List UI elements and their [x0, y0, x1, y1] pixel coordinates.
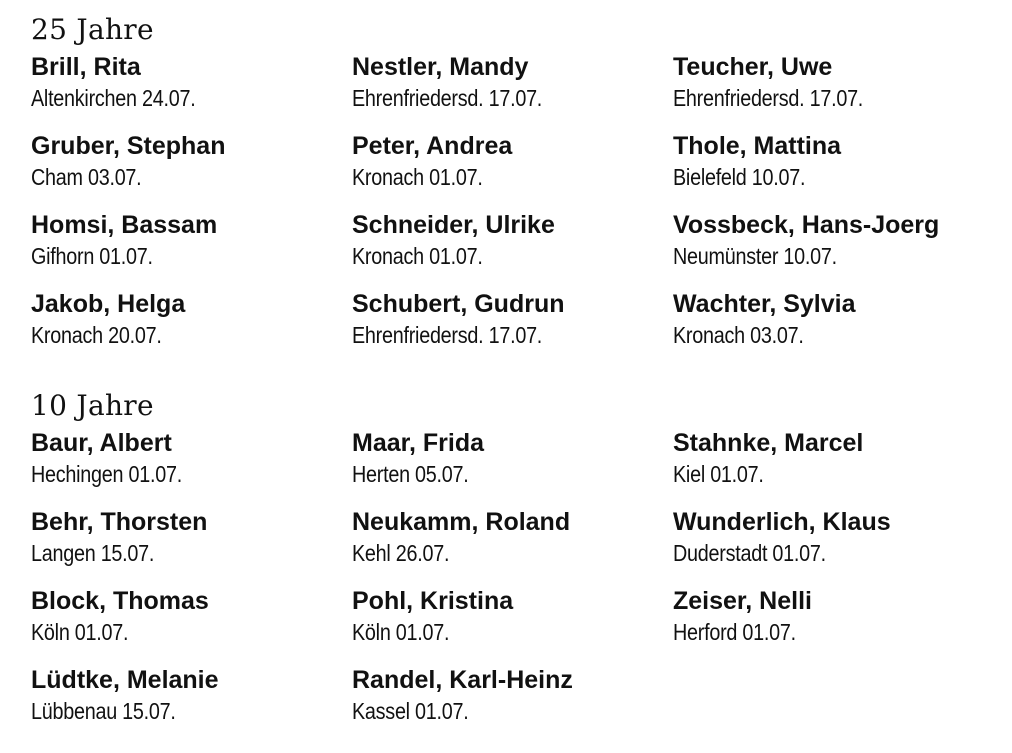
person-name: Maar, Frida: [352, 429, 484, 457]
anniversary-entry: [673, 507, 991, 586]
person-name: Homsi, Bassam: [31, 211, 218, 239]
anniversary-entry: [673, 428, 991, 507]
anniversary-entry: [352, 428, 673, 507]
location-date: Kehl 26.07.: [352, 540, 450, 566]
person-name: Stahnke, Marcel: [673, 429, 864, 457]
person-name: Brill, Rita: [31, 53, 141, 81]
location-date: Kronach 01.07.: [352, 164, 483, 190]
location-date: Ehrenfriedersd. 17.07.: [352, 85, 543, 111]
location-date: Ehrenfriedersd. 17.07.: [673, 85, 864, 111]
person-name: Lüdtke, Melanie: [31, 666, 219, 694]
location-date: Langen 15.07.: [31, 540, 155, 566]
person-name: Zeiser, Nelli: [673, 587, 812, 615]
anniversary-entry: [673, 131, 991, 210]
location-date: Kronach 01.07.: [352, 243, 483, 269]
anniversary-entry: [673, 210, 991, 289]
anniversary-entry: [31, 131, 352, 210]
person-name: Vossbeck, Hans-Joerg: [673, 211, 940, 239]
anniversary-entry: [31, 289, 352, 368]
person-name: Wachter, Sylvia: [673, 290, 856, 318]
section-heading: 10 Jahre: [31, 389, 154, 422]
anniversary-entry: [352, 665, 673, 744]
location-date: Ehrenfriedersd. 17.07.: [352, 322, 543, 348]
anniversary-entry: [352, 586, 673, 665]
person-name: Pohl, Kristina: [352, 587, 514, 615]
anniversary-entry: [352, 52, 673, 131]
entry-list: [31, 428, 991, 744]
location-date: Herford 01.07.: [673, 619, 796, 645]
location-date: Cham 03.07.: [31, 164, 142, 190]
person-name: Block, Thomas: [31, 587, 209, 615]
location-date: Neumünster 10.07.: [673, 243, 837, 269]
anniversary-entry: [31, 507, 352, 586]
anniversary-entry: [352, 507, 673, 586]
person-name: Thole, Mattina: [673, 132, 842, 160]
anniversary-entry: [31, 586, 352, 665]
location-date: Lübbenau 15.07.: [31, 698, 176, 724]
location-date: Herten 05.07.: [352, 461, 469, 487]
anniversary-section-25: [31, 12, 991, 368]
person-name: Schneider, Ulrike: [352, 211, 555, 239]
location-date: Hechingen 01.07.: [31, 461, 182, 487]
location-date: Kiel 01.07.: [673, 461, 764, 487]
person-name: Baur, Albert: [31, 429, 172, 457]
location-date: Kassel 01.07.: [352, 698, 469, 724]
person-name: Gruber, Stephan: [31, 132, 226, 160]
person-name: Nestler, Mandy: [352, 53, 529, 81]
person-name: Peter, Andrea: [352, 132, 513, 160]
location-date: Kronach 03.07.: [673, 322, 804, 348]
anniversary-entry: [31, 428, 352, 507]
anniversary-section-10: [31, 388, 991, 744]
location-date: Gifhorn 01.07.: [31, 243, 153, 269]
anniversary-entry: [31, 210, 352, 289]
anniversary-entry: [31, 52, 352, 131]
location-date: Duderstadt 01.07.: [673, 540, 826, 566]
location-date: Köln 01.07.: [31, 619, 129, 645]
person-name: Jakob, Helga: [31, 290, 186, 318]
anniversary-entry: [31, 665, 352, 744]
person-name: Randel, Karl-Heinz: [352, 666, 573, 694]
person-name: Wunderlich, Klaus: [673, 508, 891, 536]
location-date: Köln 01.07.: [352, 619, 450, 645]
location-date: Altenkirchen 24.07.: [31, 85, 196, 111]
anniversary-entry: [352, 289, 673, 368]
section-heading: 25 Jahre: [31, 13, 154, 46]
location-date: Kronach 20.07.: [31, 322, 162, 348]
person-name: Neukamm, Roland: [352, 508, 571, 536]
entry-list: [31, 52, 991, 368]
person-name: Schubert, Gudrun: [352, 290, 565, 318]
location-date: Bielefeld 10.07.: [673, 164, 806, 190]
anniversary-entry: [673, 52, 991, 131]
person-name: Teucher, Uwe: [673, 53, 833, 81]
anniversary-entry: [352, 131, 673, 210]
anniversary-entry: [352, 210, 673, 289]
person-name: Behr, Thorsten: [31, 508, 208, 536]
anniversary-entry: [673, 289, 991, 368]
anniversary-entry: [673, 586, 991, 665]
